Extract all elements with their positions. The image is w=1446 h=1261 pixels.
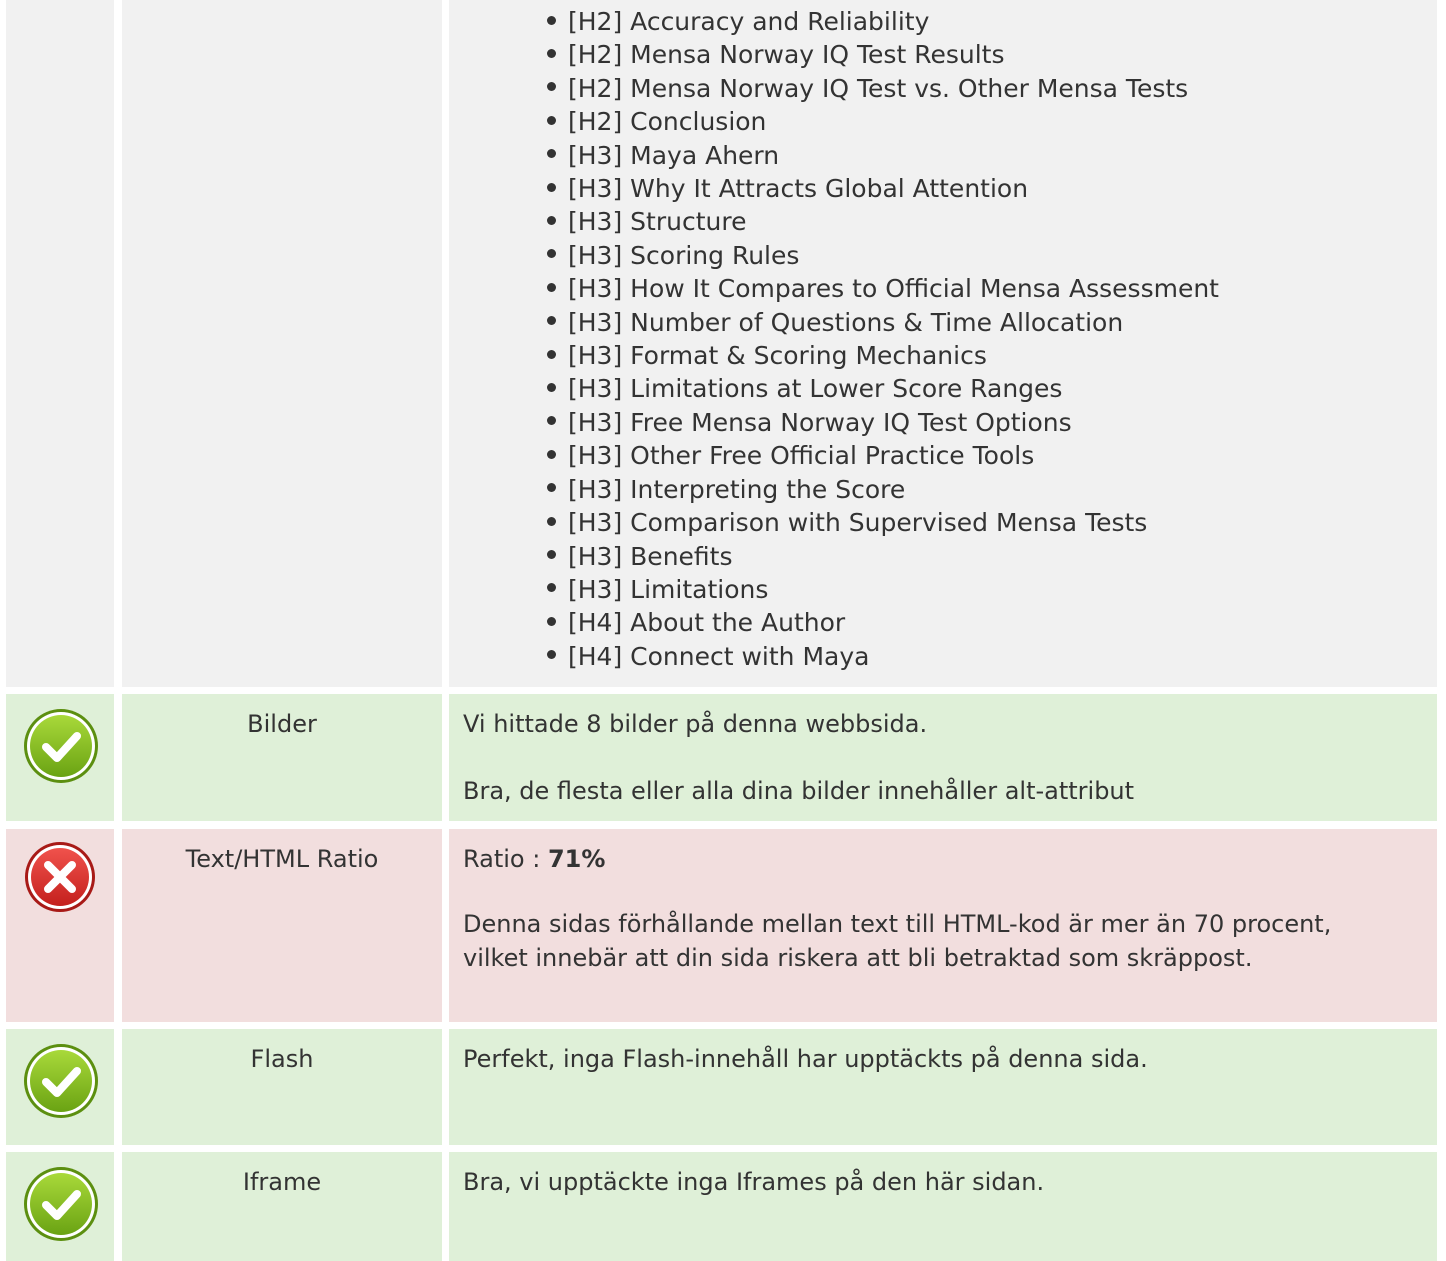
ratio-prefix: Ratio : <box>463 845 548 873</box>
images-label-cell <box>122 694 442 821</box>
iframe-content-cell <box>449 1152 1437 1261</box>
heading-list-item: [H3] Scoring Rules <box>547 239 1219 272</box>
images-count-text: Vi hittade 8 bilder på denna webbsida. <box>463 710 928 738</box>
heading-list-item: [H2] Mensa Norway IQ Test vs. Other Mensa Tests <box>547 72 1219 105</box>
flash-content-cell <box>449 1029 1437 1145</box>
images-alt-text: Bra, de flesta eller alla dina bilder innehåller alt-attribut <box>463 777 1135 805</box>
ratio-label: Text/HTML Ratio <box>185 845 379 873</box>
ratio-content-cell <box>449 829 1437 1022</box>
images-row <box>6 694 1437 821</box>
headings-row <box>6 0 1437 687</box>
heading-list-item: [H3] Interpreting the Score <box>547 473 1219 506</box>
flash-status-cell <box>6 1029 114 1145</box>
heading-list-item: [H3] Comparison with Supervised Mensa Tests <box>547 506 1219 539</box>
ratio-description: Denna sidas förhållande mellan text till HTML-kod är mer än 70 procent, vilket innebär att din sida riskera att bli betraktad som skräppost. <box>463 910 1332 972</box>
flash-row <box>6 1029 1437 1145</box>
ratio-value-line <box>463 829 1423 876</box>
heading-list-item: [H3] How It Compares to Official Mensa Assessment <box>547 272 1219 305</box>
heading-list-item: [H2] Conclusion <box>547 105 1219 138</box>
headings-list <box>547 5 1219 673</box>
heading-list-item: [H3] Limitations at Lower Score Ranges <box>547 372 1219 405</box>
heading-list-item: [H4] About the Author <box>547 606 1219 639</box>
ratio-value: 71% <box>547 845 606 873</box>
heading-list-item: [H3] Maya Ahern <box>547 139 1219 172</box>
headings-icon-cell <box>6 0 114 687</box>
headings-label-cell <box>122 0 442 687</box>
iframe-label-cell <box>122 1152 442 1261</box>
heading-list-item: [H3] Structure <box>547 205 1219 238</box>
iframe-row <box>6 1152 1437 1261</box>
heading-list-item: [H3] Benefits <box>547 540 1219 573</box>
ratio-row <box>6 829 1437 1022</box>
iframe-text: Bra, vi upptäckte inga Iframes på den här sidan. <box>463 1168 1045 1196</box>
flash-label-cell <box>122 1029 442 1145</box>
heading-list-item: [H3] Format & Scoring Mechanics <box>547 339 1219 372</box>
flash-label: Flash <box>250 1045 314 1073</box>
images-label: Bilder <box>247 710 317 738</box>
images-content-cell <box>449 694 1437 821</box>
heading-list-item: [H4] Connect with Maya <box>547 640 1219 673</box>
heading-list-item: [H3] Why It Attracts Global Attention <box>547 172 1219 205</box>
images-status-cell <box>6 694 114 821</box>
ratio-status-cell <box>6 829 114 1022</box>
heading-list-item: [H3] Limitations <box>547 573 1219 606</box>
check-circle-icon <box>22 1042 100 1120</box>
heading-list-item: [H3] Free Mensa Norway IQ Test Options <box>547 406 1219 439</box>
check-circle-icon <box>22 1165 100 1243</box>
flash-text: Perfekt, inga Flash-innehåll har upptäckts på denna sida. <box>463 1045 1148 1073</box>
heading-list-item: [H2] Mensa Norway IQ Test Results <box>547 38 1219 71</box>
x-circle-icon <box>24 841 96 913</box>
heading-list-item: [H2] Accuracy and Reliability <box>547 5 1219 38</box>
iframe-status-cell <box>6 1152 114 1261</box>
headings-content-cell <box>449 0 1437 687</box>
check-circle-icon <box>22 707 100 785</box>
ratio-label-cell <box>122 829 442 1022</box>
heading-list-item: [H3] Number of Questions & Time Allocation <box>547 306 1219 339</box>
heading-list-item: [H3] Other Free Official Practice Tools <box>547 439 1219 472</box>
iframe-label: Iframe <box>242 1168 322 1196</box>
